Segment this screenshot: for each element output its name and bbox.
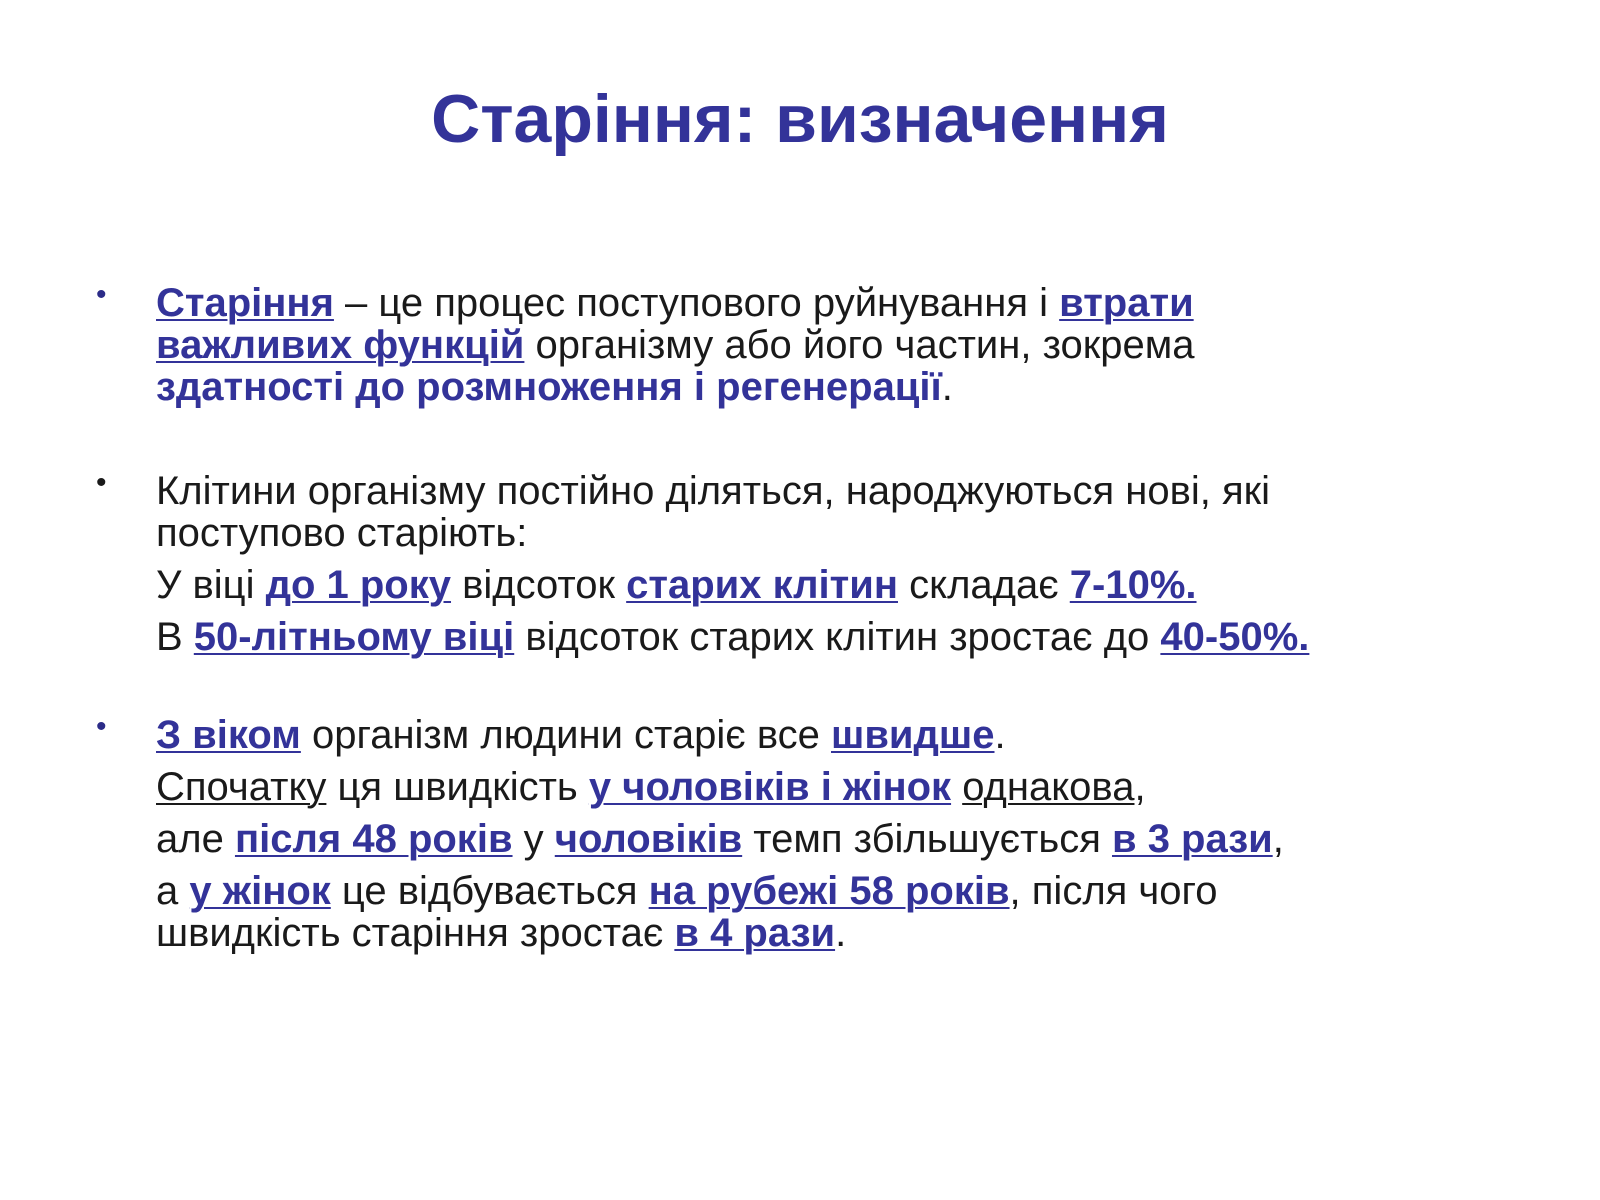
- highlighted-term: чоловіків: [554, 817, 743, 861]
- highlighted-term: важливих функцій: [156, 323, 525, 367]
- bullet-line: [156, 912, 1536, 954]
- text-run: а: [156, 869, 190, 913]
- highlighted-term: старих клітин: [626, 563, 898, 607]
- text-run: ця швидкість: [326, 765, 589, 809]
- highlighted-term: 7-10%.: [1069, 563, 1197, 607]
- highlighted-term: З віком: [156, 713, 301, 757]
- bullet-line: [156, 766, 1536, 808]
- highlighted-term: в 3 рази: [1111, 817, 1273, 861]
- text-run: поступово старіють:: [156, 511, 528, 555]
- text-run: У віці: [156, 563, 266, 607]
- highlighted-term: після 48 років: [234, 817, 513, 861]
- highlighted-term: в 4 рази: [674, 911, 836, 955]
- text-run: , після чого: [1009, 869, 1218, 913]
- text-run: темп збільшується: [742, 817, 1112, 861]
- text-run: Клітини організму постійно діляться, народжуються нові, які: [156, 469, 1271, 513]
- slide-title: Старіння: визначення: [431, 81, 1169, 157]
- text-run: .: [835, 911, 847, 955]
- text-run: це відбувається: [330, 869, 649, 913]
- underlined-text: однакова: [962, 765, 1135, 809]
- bullet-line: [156, 512, 1536, 554]
- highlighted-term: здатності до розмноження і регенерації: [156, 365, 942, 409]
- underlined-text: Спочатку: [156, 765, 327, 809]
- text-run: відсоток старих клітин зростає до: [514, 615, 1161, 659]
- text-run: .: [941, 365, 953, 409]
- highlighted-term: 50-літньому віці: [193, 615, 515, 659]
- text-run: складає: [898, 563, 1070, 607]
- text-run: відсоток: [451, 563, 627, 607]
- text-run: організм людини старіє все: [300, 713, 831, 757]
- bullet-line: [156, 616, 1536, 658]
- bullet-item-speed: [96, 710, 1536, 955]
- text-run: організму або його частин, зокрема: [524, 323, 1195, 367]
- bullet-dot-icon: •: [96, 278, 107, 311]
- bullet-line: [156, 818, 1536, 860]
- highlighted-term: до 1 року: [265, 563, 452, 607]
- highlighted-term: у жінок: [189, 869, 331, 913]
- bullet-list: [96, 278, 1536, 955]
- text-run: В: [156, 615, 194, 659]
- bullet-line: [156, 564, 1536, 606]
- bullet-line: [156, 282, 1536, 324]
- text-run: [951, 765, 962, 809]
- highlighted-term: 40-50%.: [1160, 615, 1310, 659]
- bullet-line: [156, 714, 1536, 756]
- text-run: ,: [1134, 765, 1146, 809]
- text-run: .: [994, 713, 1006, 757]
- text-run: швидкість старіння зростає: [156, 911, 675, 955]
- bullet-line: [156, 366, 1536, 408]
- highlighted-term: на рубежі 58 років: [648, 869, 1010, 913]
- bullet-item-cells: [96, 466, 1536, 659]
- bullet-dot-icon: •: [96, 710, 107, 743]
- text-run: у: [512, 817, 555, 861]
- highlighted-term: Старіння: [156, 281, 334, 325]
- highlighted-term: у чоловіків і жінок: [588, 765, 952, 809]
- highlighted-term: втрати: [1059, 281, 1194, 325]
- bullet-line: [156, 324, 1536, 366]
- bullet-item-definition: [96, 278, 1536, 409]
- text-run: але: [156, 817, 235, 861]
- bullet-line: [156, 470, 1536, 512]
- highlighted-term: швидше: [831, 713, 995, 757]
- bullet-dot-icon: •: [96, 466, 107, 499]
- bullet-line: [156, 870, 1536, 912]
- text-run: ,: [1272, 817, 1284, 861]
- text-run: – це процес поступового руйнування і: [333, 281, 1060, 325]
